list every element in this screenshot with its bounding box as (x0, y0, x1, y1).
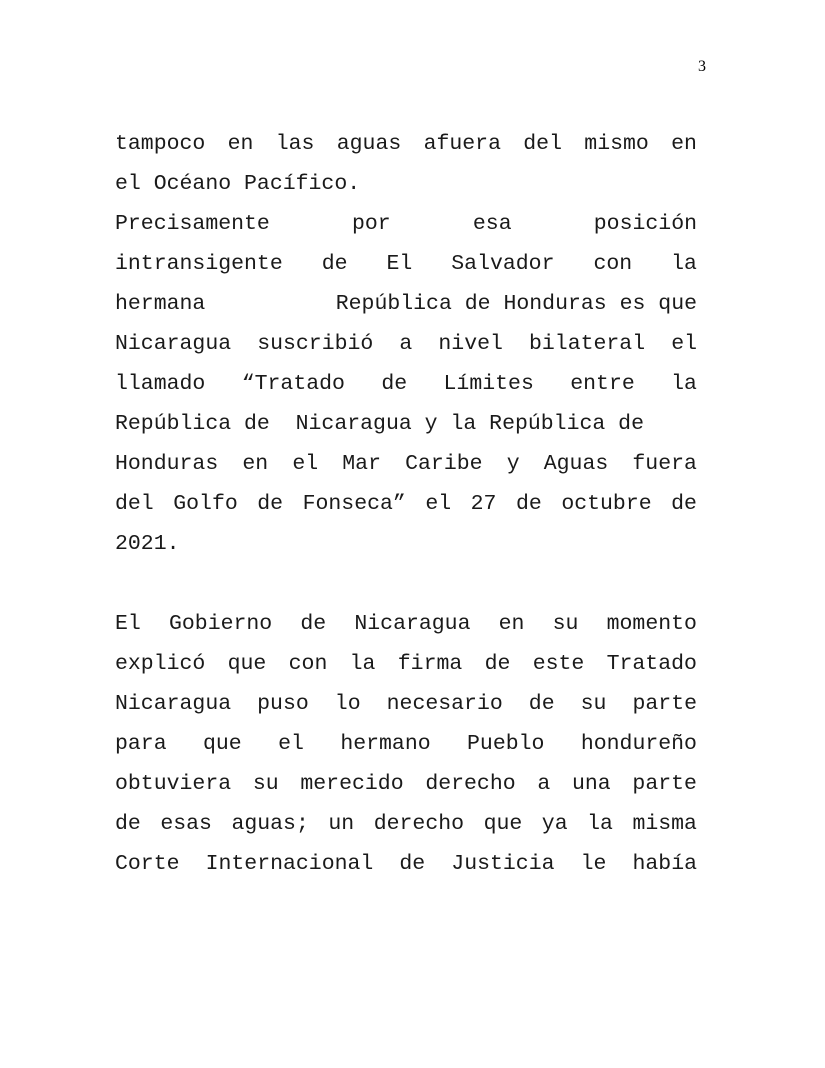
word: en (227, 132, 254, 156)
word: República de Nicaragua y la República de (115, 412, 644, 436)
word: el (671, 332, 697, 356)
word: hermano (340, 732, 431, 756)
word: Aguas (543, 452, 609, 476)
page-number: 3 (698, 58, 706, 75)
word: Internacional (205, 852, 374, 876)
word: aguas; (231, 812, 309, 836)
word: nivel (438, 332, 503, 356)
word: en (671, 132, 697, 156)
word: para (115, 732, 167, 756)
word: la (349, 652, 376, 676)
word: de (671, 492, 697, 516)
word: le (580, 852, 607, 876)
word: lo (334, 692, 361, 716)
word: Nicaragua (354, 612, 471, 636)
word: la (671, 372, 697, 396)
word: el (292, 452, 319, 476)
word: su (552, 612, 579, 636)
word: de (381, 372, 408, 396)
word: de (115, 812, 141, 836)
text-line (115, 364, 697, 404)
word: la (587, 812, 613, 836)
word: que (227, 652, 267, 676)
word: Pueblo (467, 732, 545, 756)
word: entre (570, 372, 635, 396)
word: suscribió (257, 332, 374, 356)
text-line (115, 164, 697, 204)
word: hondureño (580, 732, 697, 756)
word: aguas (336, 132, 402, 156)
word: un (328, 812, 355, 836)
word: por (352, 212, 391, 236)
word: ya (541, 812, 568, 836)
word: el Océano Pacífico. (115, 172, 361, 196)
word: República de Honduras es que (335, 292, 697, 316)
word: con (593, 252, 633, 276)
word: con (288, 652, 328, 676)
word: que (483, 812, 523, 836)
word: Nicaragua (115, 692, 232, 716)
text-line (115, 764, 697, 804)
text-line (115, 444, 697, 484)
word: tampoco (115, 132, 206, 156)
word: este (532, 652, 585, 676)
word: de (321, 252, 348, 276)
word: bilateral (528, 332, 646, 356)
word: mismo (584, 132, 649, 156)
text-line (115, 204, 697, 244)
word: había (632, 852, 697, 876)
text-line (115, 284, 697, 324)
word: Precisamente (115, 212, 270, 236)
word: esas (160, 812, 212, 836)
word: Nicaragua (115, 332, 232, 356)
text-line (115, 124, 697, 164)
word: el (278, 732, 304, 756)
word: de (257, 492, 284, 516)
word: obtuviera (115, 772, 232, 796)
word: fuera (632, 452, 697, 476)
text-line (115, 644, 697, 684)
word: Corte (115, 852, 180, 876)
word: Golfo (173, 492, 238, 516)
text-line (115, 324, 697, 364)
word: El (115, 612, 141, 636)
text-line (115, 604, 697, 644)
word: hermana (115, 292, 206, 316)
text-line (115, 404, 697, 444)
word: derecho (373, 812, 465, 836)
word: “Tratado (241, 372, 345, 396)
word: del (115, 492, 154, 516)
word: a (537, 772, 551, 796)
text-line (115, 684, 697, 724)
word: Justicia (451, 852, 555, 876)
word: Tratado (606, 652, 697, 676)
word: de (399, 852, 426, 876)
word: Gobierno (168, 612, 273, 636)
word: 2021. (115, 532, 180, 556)
word: del (523, 132, 562, 156)
word: parte (632, 692, 697, 716)
word: de (300, 612, 327, 636)
word: que (203, 732, 242, 756)
word: explicó (115, 652, 206, 676)
word: posición (593, 212, 697, 236)
word: Límites (443, 372, 534, 396)
word: misma (632, 812, 697, 836)
word: puso (257, 692, 309, 716)
text-line (115, 804, 697, 844)
text-line (115, 244, 697, 284)
paragraph-2 (115, 604, 697, 884)
text-line (115, 484, 697, 524)
word: Fonseca” (302, 492, 406, 516)
word: Mar (342, 452, 381, 476)
word: su (580, 692, 607, 716)
word: Caribe (405, 452, 483, 476)
word: esa (472, 212, 512, 236)
word: de (528, 692, 555, 716)
word: Salvador (451, 252, 555, 276)
word: 27 (470, 492, 497, 516)
word: de (484, 652, 511, 676)
word: derecho (425, 772, 516, 796)
word: parte (632, 772, 697, 796)
word: una (571, 772, 611, 796)
word: las (275, 132, 315, 156)
text-line (115, 844, 697, 884)
word: llamado (115, 372, 206, 396)
word: su (252, 772, 279, 796)
word: octubre (561, 492, 652, 516)
word: Honduras (115, 452, 219, 476)
word: afuera (423, 132, 501, 156)
word: necesario (386, 692, 503, 716)
word: merecido (300, 772, 404, 796)
word: la (671, 252, 697, 276)
word: en (498, 612, 525, 636)
word: en (242, 452, 269, 476)
word: intransigente (115, 252, 283, 276)
word: firma (397, 652, 463, 676)
paragraph-1 (115, 124, 697, 564)
word: El (386, 252, 413, 276)
word: de (515, 492, 542, 516)
word: a (399, 332, 413, 356)
text-line (115, 724, 697, 764)
word: el (425, 492, 452, 516)
word: y (506, 452, 520, 476)
text-line (115, 524, 697, 564)
word: momento (606, 612, 697, 636)
